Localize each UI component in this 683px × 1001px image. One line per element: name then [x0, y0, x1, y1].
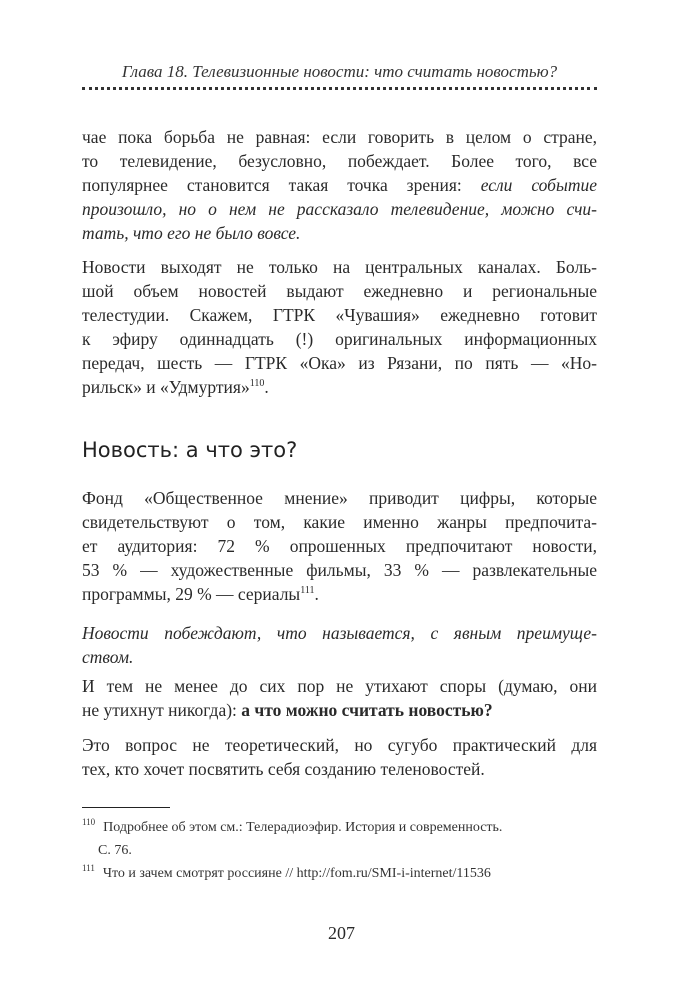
- footnotes: [82, 816, 597, 885]
- text-line: популярнее становится такая точка зрения: если событие: [82, 175, 597, 195]
- text-line: не утихнут никогда): а что можно считать новостью?: [82, 700, 493, 720]
- footnote-ref[interactable]: 110: [249, 378, 265, 390]
- footnote-110-cont: С. 76.: [98, 843, 132, 858]
- footnote-111: $^{111}$ Что и зачем смотрят россияне // http://fom.ru/SMI-i-internet/11536: [82, 863, 491, 881]
- text-line: произошло, но о нем не рассказало телевидение, можно счи-: [82, 199, 597, 219]
- text-line: программы, 29 % — сериалы$^{111}$.: [82, 584, 319, 604]
- text-line: 53 % — художественные фильмы, 33 % — развлекательные: [82, 560, 597, 580]
- text-line: тех, кто хочет посвятить себя созданию теленовостей.: [82, 759, 485, 779]
- text-line: Фонд «Общественное мнение» приводит цифры, которые: [82, 488, 597, 508]
- text-line: тать, что его не было вовсе.: [82, 223, 301, 243]
- text-line: ством.: [82, 647, 134, 667]
- paragraph-2: [82, 255, 597, 399]
- footnote-rule: [82, 807, 170, 808]
- paragraph-3: [82, 486, 597, 606]
- text-line: чае пока борьба не равная: если говорить в целом о стране,: [82, 127, 597, 147]
- text-line: Новости побеждают, что называется, с явным преимуще-: [82, 623, 597, 643]
- section-heading: Новость: а что это?: [82, 438, 298, 462]
- header-divider: [82, 87, 597, 90]
- paragraph-1: [82, 125, 597, 245]
- text-line: то телевидение, безусловно, побеждает. Более того, все: [82, 151, 597, 171]
- footnote-110: $^{110}$ Подробнее об этом см.: Телерадиоэфир. История и современность.: [82, 817, 503, 835]
- footnote-ref[interactable]: 111: [300, 585, 315, 597]
- text-line: Новости выходят не только на центральных каналах. Боль-: [82, 257, 597, 277]
- text-line: шой объем новостей выдают ежедневно и региональные: [82, 281, 597, 301]
- running-header: Глава 18. Телевизионные новости: что считать новостью?: [121, 62, 558, 81]
- text-line: передач, шесть — ГТРК «Ока» из Рязани, по пять — «Но-: [82, 353, 597, 373]
- paragraph-4: [82, 621, 597, 669]
- page-number: 207: [328, 923, 355, 943]
- text-line: И тем не менее до сих пор не утихают споры (думаю, они: [82, 676, 597, 696]
- text-line: телестудии. Скажем, ГТРК «Чувашия» ежедневно готовит: [82, 305, 597, 325]
- paragraph-5: [82, 674, 597, 722]
- text-line: рильск» и «Удмуртия»$^{110}$.: [82, 377, 269, 397]
- text-line: свидетельствуют о том, какие именно жанры предпочита-: [82, 512, 597, 532]
- text-line: Это вопрос не теоретический, но сугубо практический для: [82, 735, 597, 755]
- text-line: к эфиру одиннадцать (!) оригинальных информационных: [82, 329, 597, 349]
- paragraph-6: [82, 733, 597, 781]
- text-line: ет аудитория: 72 % опрошенных предпочитают новости,: [82, 536, 597, 556]
